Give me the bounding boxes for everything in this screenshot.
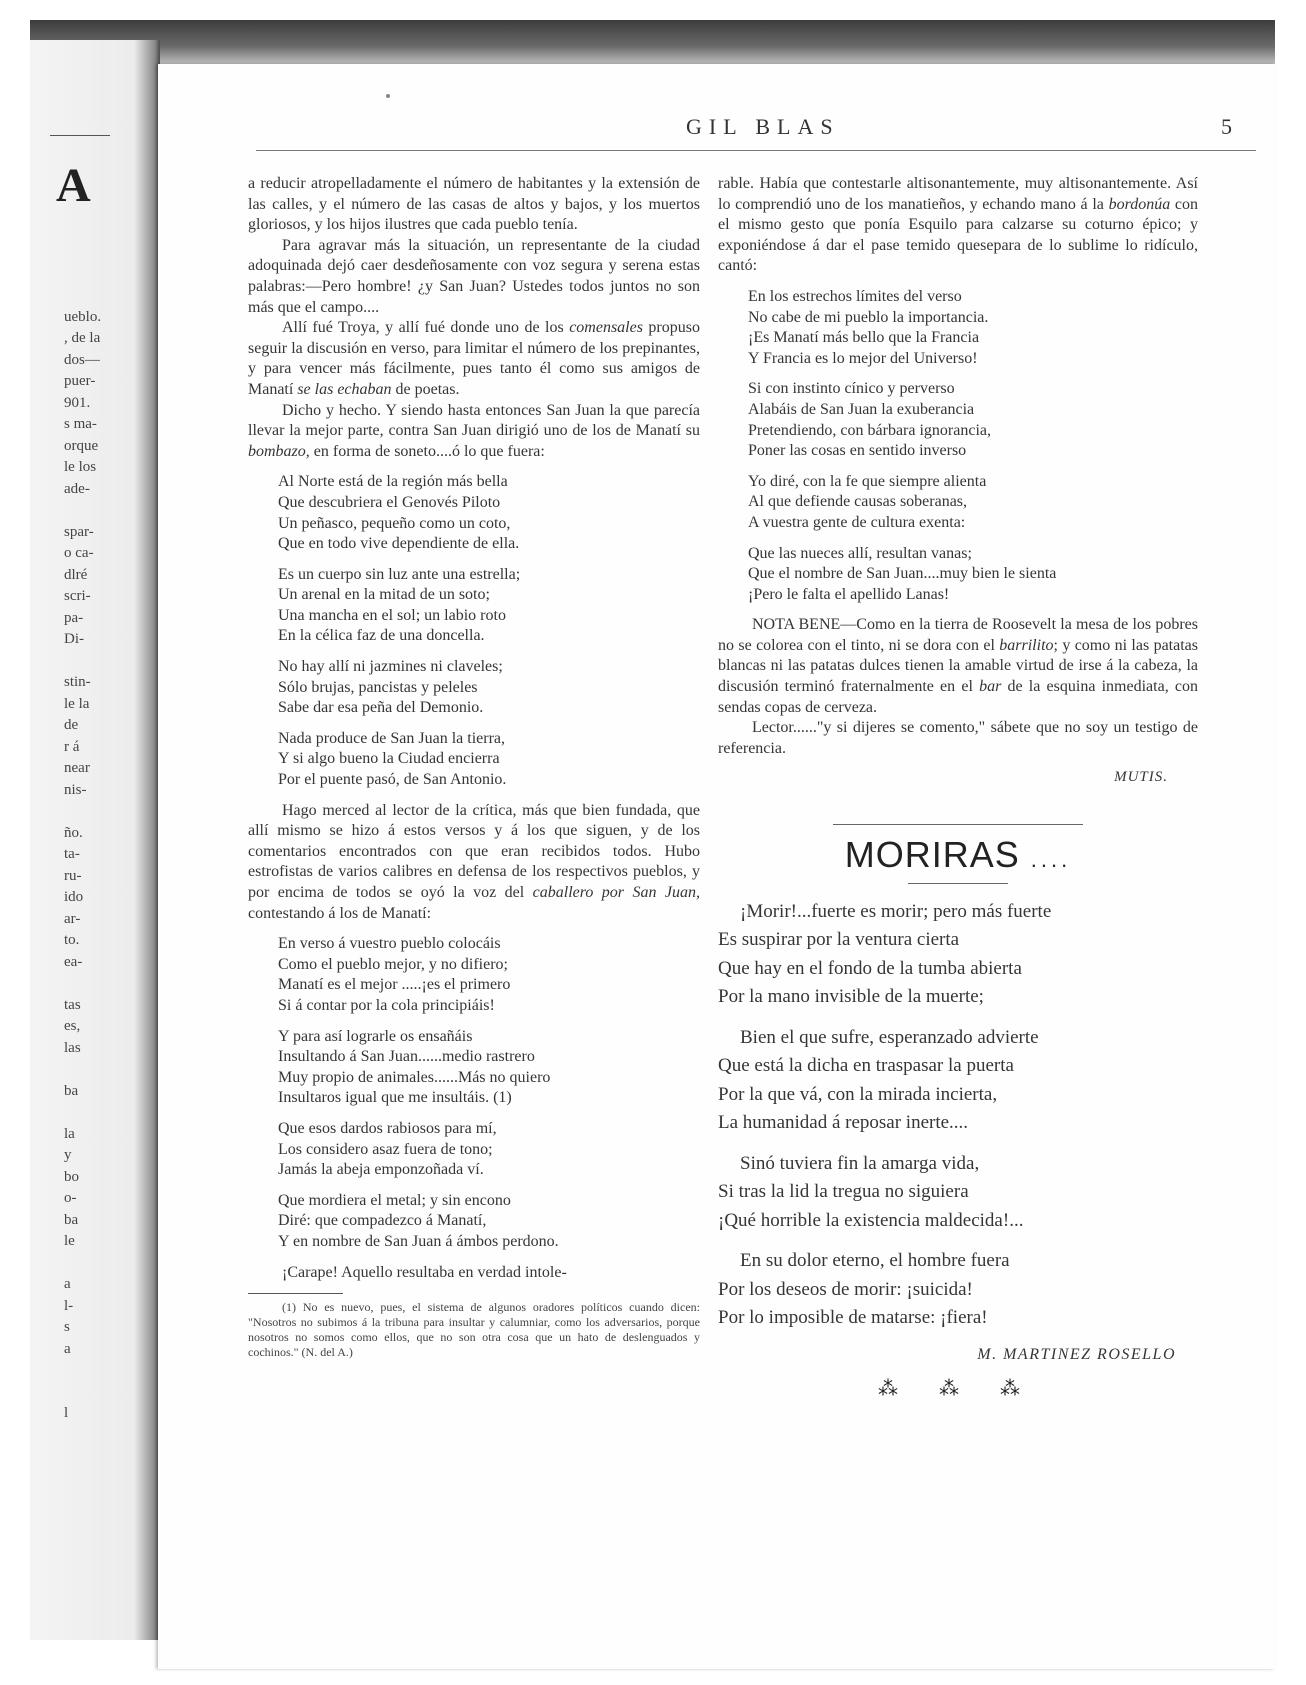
verse-line: Sinó tuviera fin la amarga vida, xyxy=(740,1152,980,1174)
verse-line: Al que defiende causas soberanas, xyxy=(748,493,968,511)
verse-line: Bien el que sufre, esperanzado advierte xyxy=(740,1026,1039,1048)
verse-line: En su dolor eterno, el hombre fuera xyxy=(740,1250,1010,1272)
verse-line: Es un cuerpo sin luz ante una estrella; xyxy=(278,565,521,583)
prev-page-fragment xyxy=(64,801,124,823)
prev-page-fragment: 901. xyxy=(64,394,91,411)
verse-line: Diré: que compadezco á Manatí, xyxy=(278,1212,487,1230)
running-title: GIL BLAS xyxy=(686,114,840,139)
prev-page-fragment: ea- xyxy=(64,953,83,970)
verse-line: Si con instinto cínico y perverso xyxy=(748,380,955,398)
prev-page-fragments xyxy=(64,285,124,1425)
prev-page-fragment: le la xyxy=(64,695,90,712)
verse-line: Por los deseos de morir: ¡suicida! xyxy=(718,1278,973,1300)
prev-page-fragment: ar- xyxy=(64,910,81,927)
verse-line: Que hay en el fondo de la tumba abierta xyxy=(718,957,1022,979)
prev-page-fragment: puer- xyxy=(64,373,96,389)
poem-body xyxy=(718,898,1198,1333)
stanza xyxy=(748,287,1198,369)
prev-page-fragment: ido xyxy=(64,889,84,905)
stanza xyxy=(718,1150,1198,1236)
verse-line: Alabáis de San Juan la exuberancia xyxy=(748,400,975,418)
stanza xyxy=(748,472,1198,534)
nota-bene xyxy=(718,615,1198,718)
paragraph xyxy=(248,318,700,400)
verse-line: Por la mano invisible de la muerte; xyxy=(718,986,984,1008)
stanza xyxy=(718,898,1198,1012)
italic-run: barrilito xyxy=(999,636,1054,654)
prev-page-fragment: stin- xyxy=(64,674,91,690)
verse-line: Que descubriera el Genovés Piloto xyxy=(278,493,501,511)
prev-page-fragment: tas xyxy=(64,996,81,1013)
poem-title-text: MORIRAS xyxy=(844,834,1020,876)
poem-signature: M. MARTINEZ ROSELLO xyxy=(977,1345,1176,1363)
text-run: —Como en la tierra de Roosevelt la mesa de los pobres no se colorea con el tinto, ni se dora con el xyxy=(718,616,1199,654)
italic-run: se las echaban xyxy=(297,380,392,398)
verse-line: Al Norte está de la región más bella xyxy=(278,473,508,491)
prev-page-fragment xyxy=(64,500,124,522)
prev-page-fragment xyxy=(64,1360,124,1382)
prev-page-fragment: a xyxy=(64,1340,71,1357)
verse-line: Y en nombre de San Juan á ámbos perdono. xyxy=(278,1232,559,1250)
prev-page-fragment xyxy=(64,651,124,673)
prev-page-fragment: y xyxy=(64,1147,72,1163)
verse-line: Poner las cosas en sentido inverso xyxy=(748,442,967,460)
ornament-icon: ⁂ ⁂ ⁂ xyxy=(878,1378,1038,1401)
verse-line: Los considero asaz fuera de tono; xyxy=(278,1140,493,1158)
prev-page-fragment: spar- xyxy=(64,523,94,540)
page-header xyxy=(256,114,1256,162)
verse-line: Pretendiendo, con bárbara ignorancia, xyxy=(748,421,992,439)
text-run: Allí fué Troya, y allí fué donde uno de los xyxy=(282,319,570,337)
verse-line: Que las nueces allí, resultan vanas; xyxy=(748,544,972,562)
prev-page-fragment: ba xyxy=(64,1082,79,1099)
text-run: propuso seguir la discusión en verso, para limitar el número de los prepinantes, y para vencer más fácilmente, pues tanto él como sus amigos de Manatí xyxy=(248,319,700,398)
paragraph xyxy=(248,401,700,463)
prev-page-fragment xyxy=(64,285,124,307)
verse-line: No cabe de mi pueblo la importancia. xyxy=(748,308,989,326)
verse-line: En la célica faz de una doncella. xyxy=(278,627,485,645)
stanza xyxy=(748,544,1198,606)
verse-line: Como el pueblo mejor, y no difiero; xyxy=(278,955,508,973)
verse-line: Un peñasco, pequeño como un coto, xyxy=(278,514,511,532)
verse-line: ¡Es Manatí más bello que la Francia xyxy=(748,329,980,347)
stanza xyxy=(278,657,700,719)
verse-line: Insultando á San Juan......medio rastrero xyxy=(278,1048,535,1066)
verse-line: Es suspirar por la ventura cierta xyxy=(718,929,960,951)
prev-page-rule xyxy=(50,135,110,136)
verse-line: A vuestra gente de cultura exenta: xyxy=(748,513,966,531)
prev-page-fragment: ño. xyxy=(64,824,83,841)
prev-page-fragment: to. xyxy=(64,932,80,948)
poem-title-dots: .... xyxy=(1030,847,1072,873)
prev-page-fragment: near xyxy=(64,760,90,776)
verse-line: ¡Pero le falta el apellido Lanas! xyxy=(748,585,950,603)
prev-page-fragment: dos— xyxy=(64,351,100,368)
stanza xyxy=(278,934,700,1016)
verse-line: Nada produce de San Juan la tierra, xyxy=(278,729,506,747)
italic-run: comensales xyxy=(569,319,643,337)
verse-line: Muy propio de animales......Más no quiero xyxy=(278,1068,551,1086)
verse-line: Que está la dicha en traspasar la puerta xyxy=(718,1055,1014,1077)
prev-page-fragment: ta- xyxy=(64,846,80,862)
verse-line: Una mancha en el sol; un labio roto xyxy=(278,606,506,624)
prev-page-fragment: las xyxy=(64,1039,81,1056)
italic-run: caballero por San Juan, xyxy=(532,884,700,901)
stanza xyxy=(278,1119,700,1181)
verse-line: Y Francia es lo mejor del Universo! xyxy=(748,349,978,367)
verse-line: En verso á vuestro pueblo colocáis xyxy=(278,935,501,953)
title-rule xyxy=(908,883,1008,884)
footnote-rule xyxy=(248,1293,343,1294)
prev-page-fragment: r á xyxy=(64,738,80,755)
verse-line: Sabe dar esa peña del Demonio. xyxy=(278,699,484,717)
prev-page-fragment xyxy=(64,1253,124,1275)
prev-page-fragment: , de la xyxy=(64,330,101,346)
prev-page-fragment: de xyxy=(64,717,79,733)
prev-page-letter: A xyxy=(56,159,91,212)
verse-line: Sólo brujas, pancistas y peleles xyxy=(278,678,478,696)
prev-page-fragment: o ca- xyxy=(64,545,94,561)
prev-page-fragment: le los xyxy=(64,459,97,475)
text-run: ; y como ni las patatas blancas ni las patatas dulces tienen la amable virtud de irse á la cabeza, la discusión terminó fraternalmente en el xyxy=(718,636,1198,696)
verse-line: Por el puente pasó, de San Antonio. xyxy=(278,771,507,789)
poem-title xyxy=(718,834,1198,876)
paragraph: Para agravar más la situación, un representante de la ciudad adoquinada dejó caer desdeñosamente con voz segura y serena estas palabras:—Pero hombre! ¿y San Juan? Ustedes todos juntos no son más que el campo.... xyxy=(248,236,700,316)
scan-shadow-top xyxy=(30,20,1275,64)
prev-page-fragment: s ma- xyxy=(64,416,97,432)
paragraph: a reducir atropelladamente el número de habitantes y la extensión de las calles, y el número de las casas de altos y bajos, y los muertos gloriosos, y los hijos ilustres que cada pueblo tenía. xyxy=(248,175,700,234)
sonnet-san-juan xyxy=(248,934,700,1252)
prev-page-fragment: pa- xyxy=(64,609,84,626)
verse-line: ¡Morir!...fuerte es morir; pero más fuerte xyxy=(740,900,1052,922)
magazine-page xyxy=(158,64,1275,1669)
verse-line: ¡Qué horrible la existencia maldecida!... xyxy=(718,1209,1024,1231)
verse-line: Jamás la abeja emponzoñada ví. xyxy=(278,1161,484,1179)
verse-line: Y si algo bueno la Ciudad encierra xyxy=(278,750,500,768)
verse-line: Por lo imposible de matarse: ¡fiera! xyxy=(718,1307,988,1329)
right-column xyxy=(718,174,1198,1400)
verse-line: Si á contar por la cola principiáis! xyxy=(278,996,495,1014)
prev-page-fragment: s xyxy=(64,1319,70,1335)
nota-bene-label: NOTA BENE xyxy=(752,616,841,634)
header-speck xyxy=(386,94,390,98)
previous-page-edge xyxy=(30,40,160,1640)
prev-page-fragment: la xyxy=(64,1125,75,1142)
prev-page-fragment xyxy=(64,1382,124,1404)
prev-page-fragment xyxy=(64,973,124,995)
text-run: en forma de soneto....ó lo que fuera: xyxy=(309,442,545,460)
sonnet-reply xyxy=(718,287,1198,605)
prev-page-fragment xyxy=(64,1102,124,1124)
stanza xyxy=(718,1247,1198,1333)
text-run: Hago merced al lector de la crítica, más que bien fundada, que allí mismo se hizo á estos versos y á los que siguen, y de los comentarios encontrados con que eran recibidos todos. Hubo estrofistas de varios calibres en defensa de los respectivos pueblos, y por encima de todos se oyó la voz del xyxy=(248,801,700,901)
stanza xyxy=(748,379,1198,461)
text-run: de poetas. xyxy=(391,380,460,398)
verse-line: Que esos dardos rabiosos para mí, xyxy=(278,1119,497,1137)
stanza xyxy=(278,565,700,647)
author-signature: MUTIS. xyxy=(1114,769,1168,786)
verse-line: La humanidad á reposar inerte.... xyxy=(718,1112,969,1134)
prev-page-fragment: dlré xyxy=(64,566,88,583)
prev-page-fragment: scri- xyxy=(64,588,91,604)
verse-line: Por la que vá, con la mirada incierta, xyxy=(718,1083,998,1105)
stanza xyxy=(278,729,700,791)
stanza xyxy=(718,1024,1198,1138)
text-run: de la esquina inmediata, con sendas copas de cerveza. xyxy=(718,678,1198,716)
page-number: 5 xyxy=(1221,114,1232,139)
prev-page-fragment: bo xyxy=(64,1168,79,1185)
section-rule xyxy=(833,824,1083,825)
italic-run: bordonúa xyxy=(1108,195,1171,213)
prev-page-fragment: le xyxy=(64,1233,75,1249)
paragraph: Lector......"y si dijeres se comento," sábete que no soy un testigo de referencia. xyxy=(718,719,1198,757)
paragraph xyxy=(718,174,1198,277)
verse-line: Si tras la lid la tregua no siguiera xyxy=(718,1181,969,1203)
italic-run: bar xyxy=(979,678,1002,696)
verse-line: Que el nombre de San Juan....muy bien le sienta xyxy=(748,565,1057,583)
prev-page-fragment: ba xyxy=(64,1211,79,1228)
sonnet-manati xyxy=(248,472,700,790)
header-rule xyxy=(256,150,1256,151)
paragraph xyxy=(248,801,700,925)
verse-line: No hay allí ni jazmines ni claveles; xyxy=(278,658,503,676)
prev-page-fragment: orque xyxy=(64,437,99,454)
footnote: (1) No es nuevo, pues, el sistema de algunos oradores políticos cuando dicen: "Nosotros no subimos á la tribuna para insultar y calumniar, como los adversarios, porque nosotros no somos como ellos, que no son otra cosa que un hato de deslenguados y cochinos." (N. del A.) xyxy=(248,1300,700,1360)
prev-page-fragment: es, xyxy=(64,1018,81,1034)
prev-page-fragment: ade- xyxy=(64,480,90,497)
paragraph: ¡Carape! Aquello resultaba en verdad intole- xyxy=(282,1263,567,1281)
verse-line: Que mordiera el metal; y sin encono xyxy=(278,1191,511,1209)
prev-page-fragment: ueblo. xyxy=(64,308,102,325)
prev-page-fragment: a xyxy=(64,1276,71,1292)
verse-line: Que en todo vive dependiente de ella. xyxy=(278,535,520,553)
prev-page-fragment: Di- xyxy=(64,631,84,647)
verse-line: Insultaros igual que me insultáis. (1) xyxy=(278,1089,512,1107)
text-run: contestando á los de Manatí: xyxy=(248,904,432,922)
prev-page-fragment xyxy=(64,1059,124,1081)
text-run: Dicho y hecho. Y siendo hasta entonces San Juan la que parecía llevar la mejor parte, contra San Juan dirigió uno de los de Manatí su xyxy=(248,401,700,440)
prev-page-fragment: o- xyxy=(64,1190,77,1206)
left-column xyxy=(248,174,700,1360)
prev-page-fragment: nis- xyxy=(64,781,87,798)
verse-line: Manatí es el mejor .....¡es el primero xyxy=(278,976,511,994)
prev-page-fragment: ru- xyxy=(64,867,82,884)
prev-page-fragment: l xyxy=(64,1405,69,1421)
prev-page-fragment: l- xyxy=(64,1297,74,1314)
verse-line: En los estrechos límites del verso xyxy=(748,287,962,305)
stanza xyxy=(278,472,700,554)
text-run: con el mismo gesto que ponía Esquilo para calzarse su coturno épico; y exponiéndose á dar el pase temido quesepara de lo sublime lo ridículo, cantó: xyxy=(718,195,1198,275)
verse-line: Yo diré, con la fe que siempre alienta xyxy=(748,472,987,490)
verse-line: Y para así lograrle os ensañáis xyxy=(278,1027,473,1045)
verse-line: Un arenal en la mitad de un soto; xyxy=(278,586,490,604)
stanza xyxy=(278,1191,700,1253)
italic-run: bombazo, xyxy=(248,442,310,460)
stanza xyxy=(278,1027,700,1109)
text-run: rable. Había que contestarle altisonantemente, muy altisonantemente. Así lo comprendió uno de los manatieños, y echando mano á la xyxy=(718,175,1198,213)
